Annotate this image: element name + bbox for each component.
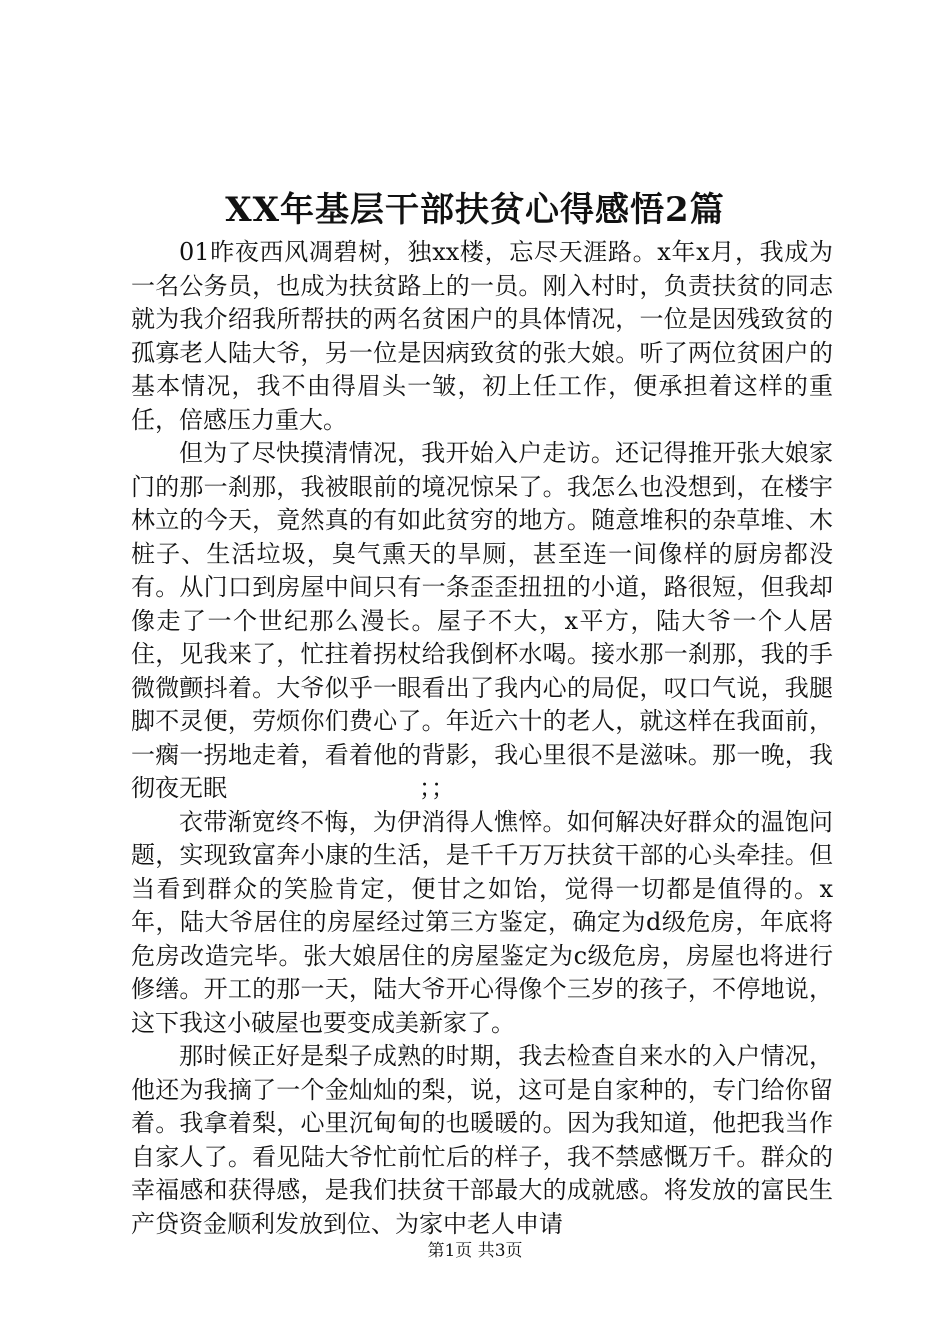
paragraph-3: 衣带渐宽终不悔，为伊消得人憔悴。如何解决好群众的温饱问题，实现致富奔小康的生活，是千千万万扶贫干部的心头牵挂。但当看到群众的笑脸肯定，便甘之如饴，觉得一切都是值得的。x年，陆大爷居住的房屋经过第三方鉴定，确定为d级危房，年底将危房改造完毕。张大娘居住的房屋鉴定为c级危房，房屋也将进行修缮。开工的那一天，陆大爷开心得像个三岁的孩子，不停地说，这下我这小破屋也要变成美新家了。 [131,807,833,1037]
page-indicator: 第1页 共3页 [427,1241,523,1261]
document-title: XX年基层干部扶贫心得感悟2篇 [225,190,725,230]
document-body [131,236,833,1241]
paragraph-2: 但为了尽快摸清情况，我开始入户走访。还记得推开张大娘家门的那一刹那，我被眼前的境况惊呆了。我怎么也没想到，在楼宇林立的今天，竟然真的有如此贫穷的地方。随意堆积的杂草堆、木桩子、生活垃圾，臭气熏天的旱厕，甚至连一间像样的厨房都没有。从门口到房屋中间只有一条歪歪扭扭的小道，路很短，但我却像走了一个世纪那么漫长。屋子不大，x平方，陆大爷一个人居住，见我来了，忙拄着拐杖给我倒杯水喝。接水那一刹那，我的手微微颤抖着。大爷似乎一眼看出了我内心的局促，叹口气说，我腿脚不灵便，劳烦你们费心了。年近六十的老人，就这样在我面前，一瘸一拐地走着，看着他的背影，我心里很不是滋味。那一晚，我彻夜无眠 ；； [131,439,833,802]
paragraph-1: 01昨夜西风凋碧树，独xx楼，忘尽天涯路。x年x月，我成为一名公务员，也成为扶贫路上的一员。刚入村时，负责扶贫的同志就为我介绍我所帮扶的两名贫困户的具体情况，一位是因残致贫的孤寡老人陆大爷，另一位是因病致贫的张大娘。听了两位贫困户的基本情况，我不由得眉头一皱，初上任工作，便承担着这样的重任，倍感压力重大。 [131,238,833,434]
paragraph-4: 那时候正好是梨子成熟的时期，我去检查自来水的入户情况，他还为我摘了一个金灿灿的梨，说，这可是自家种的，专门给你留着。我拿着梨，心里沉甸甸的也暖暖的。因为我知道，他把我当作自家人了。看见陆大爷忙前忙后的样子，我不禁感慨万千。群众的幸福感和获得感，是我们扶贫干部最大的成就感。将发放的富民生产贷资金顺利发放到位、为家中老人申请 [131,1042,833,1238]
page-footer [0,1240,950,1262]
